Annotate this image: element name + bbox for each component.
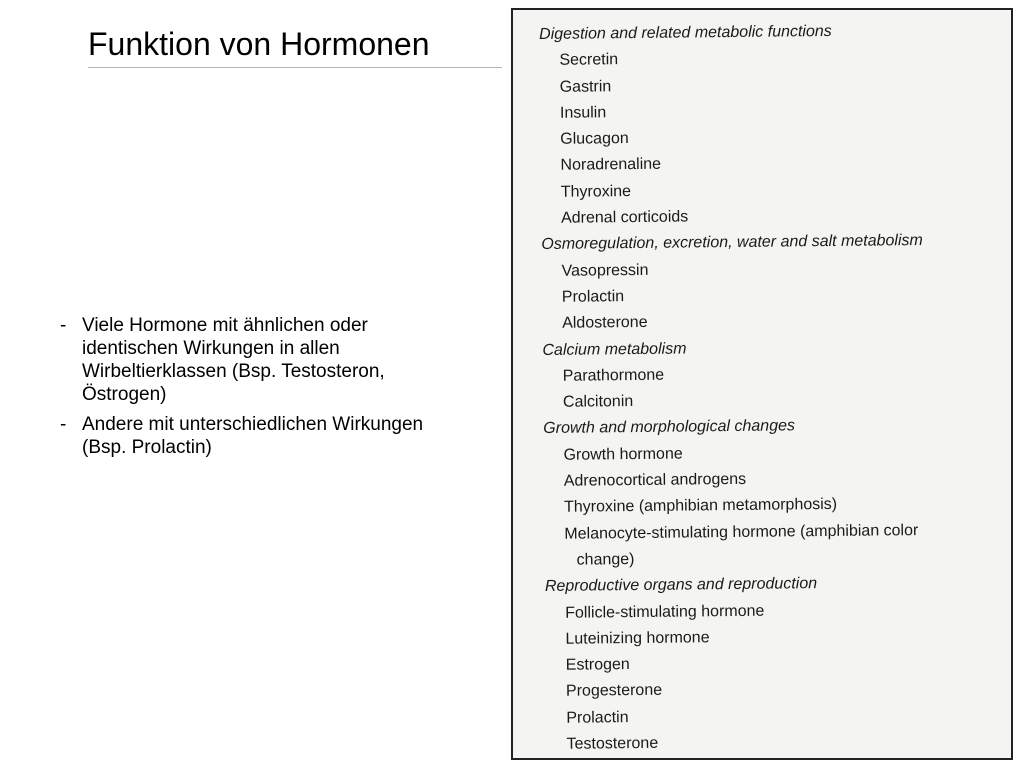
category-heading: Reproductive organs and reproduction <box>544 575 818 596</box>
bullet-item <box>60 413 460 459</box>
hormone-item-continuation: change) <box>576 550 635 569</box>
hormone-item: Parathormone <box>562 366 665 385</box>
hormone-item: Estrogen <box>565 656 630 674</box>
hormone-function-list <box>539 17 1011 758</box>
hormone-item: Thyroxine (amphibian metamorphosis) <box>563 496 838 517</box>
category-heading: Growth and morphological changes <box>543 417 796 438</box>
hormone-item: Insulin <box>559 104 607 122</box>
bullet-text: Viele Hormone mit ähnlichen oder identischen Wirkungen in allen Wirbeltierklassen (Bsp. Testosteron, Östrogen) <box>82 315 385 405</box>
hormone-item: Adrenal corticoids <box>560 208 689 227</box>
hormone-item: Noradrenaline <box>560 156 662 175</box>
hormone-item: Prolactin <box>566 708 629 727</box>
slide-title: Funktion von Hormonen <box>88 26 430 62</box>
hormone-item: Gastrin <box>559 77 612 96</box>
hormone-item: Luteinizing hormone <box>565 629 710 648</box>
hormone-item: Prolactin <box>561 288 625 306</box>
bullet-marker: - <box>60 414 67 435</box>
hormone-item: Glucagon <box>560 130 629 148</box>
bullet-marker: - <box>60 315 67 336</box>
hormone-item: Melanocyte-stimulating hormone (amphibian color <box>564 521 919 543</box>
hormone-item: Progesterone <box>565 682 663 701</box>
bullet-list <box>60 314 460 466</box>
category-heading: Osmoregulation, excretion, water and salt metabolism <box>541 232 923 254</box>
category-heading: Digestion and related metabolic functions <box>539 22 832 43</box>
bullet-item <box>60 314 460 406</box>
hormone-item: Thyroxine <box>560 182 632 201</box>
hormone-item: Calcitonin <box>562 393 634 411</box>
hormone-item: Aldosterone <box>562 314 648 333</box>
hormone-item: Adrenocortical androgens <box>563 470 747 490</box>
hormone-item: Vasopressin <box>561 261 649 280</box>
hormone-item: Testosterone <box>566 734 659 753</box>
title-underline <box>88 67 502 68</box>
hormone-item: Growth hormone <box>563 445 683 464</box>
scanned-hormone-table <box>511 8 1013 760</box>
category-heading: Calcium metabolism <box>542 340 687 359</box>
bullet-text: Andere mit unterschiedlichen Wirkungen (Bsp. Prolactin) <box>82 414 424 458</box>
hormone-item: Secretin <box>559 51 619 70</box>
hormone-item: Follicle-stimulating hormone <box>565 602 765 622</box>
